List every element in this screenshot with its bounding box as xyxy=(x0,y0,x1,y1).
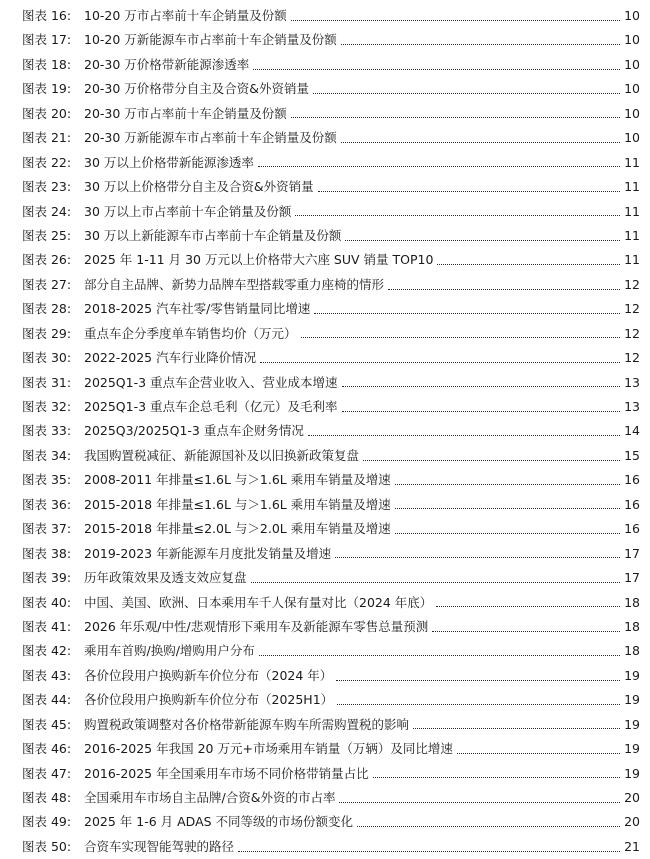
dot-leader xyxy=(395,533,620,534)
toc-entry[interactable] xyxy=(22,248,640,272)
figure-title: 2016-2025 年全国乘用车市场不同价格带销量占比 xyxy=(84,765,369,781)
page-number: 11 xyxy=(624,227,640,243)
toc-entry[interactable] xyxy=(22,151,640,175)
toc-entry[interactable] xyxy=(22,810,640,834)
toc-entry[interactable] xyxy=(22,371,640,395)
page-number: 11 xyxy=(624,252,640,268)
figure-label: 图表 33: xyxy=(22,423,72,439)
toc-entry[interactable] xyxy=(22,224,640,248)
figure-label: 图表 17: xyxy=(22,32,72,48)
page-number: 19 xyxy=(624,692,640,708)
dot-leader xyxy=(395,508,620,509)
toc-entry[interactable] xyxy=(22,395,640,419)
figure-title: 2025Q1-3 重点车企总毛利（亿元）及毛利率 xyxy=(84,399,338,414)
toc-entry[interactable] xyxy=(22,542,640,566)
dot-leader xyxy=(337,704,620,705)
page-number: 14 xyxy=(624,423,640,439)
page-number: 19 xyxy=(624,741,640,757)
toc-entry[interactable] xyxy=(22,762,640,786)
toc-entry[interactable] xyxy=(22,28,640,52)
figure-label: 图表 46: xyxy=(22,741,72,757)
toc-entry[interactable] xyxy=(22,615,640,639)
figure-title: 20-30 万新能源车市占率前十车企销量及份额 xyxy=(84,130,337,146)
figure-label: 图表 44: xyxy=(22,692,72,708)
figure-title: 部分自主品牌、新势力品牌车型搭载零重力座椅的情形 xyxy=(84,276,385,292)
toc-entry[interactable] xyxy=(22,664,640,688)
page-number: 19 xyxy=(624,716,640,732)
dot-leader xyxy=(251,582,621,583)
figure-title: 2015-2018 年排量≤2.0L 与＞2.0L 乘用车销量及增速 xyxy=(84,521,391,537)
dot-leader xyxy=(413,728,620,729)
toc-entry[interactable] xyxy=(22,566,640,590)
figure-label: 图表 24: xyxy=(22,203,72,219)
figure-label: 图表 37: xyxy=(22,521,72,537)
dot-leader xyxy=(395,484,620,485)
figure-label: 图表 20: xyxy=(22,105,72,121)
toc-entry[interactable] xyxy=(22,102,640,126)
dot-leader xyxy=(341,142,620,143)
figure-label: 图表 39: xyxy=(22,570,72,586)
page-number: 15 xyxy=(624,447,640,463)
toc-entry[interactable] xyxy=(22,786,640,810)
page-number: 12 xyxy=(624,325,640,341)
dot-leader xyxy=(253,69,620,70)
dot-leader xyxy=(301,337,621,338)
figure-label: 图表 19: xyxy=(22,81,72,97)
figure-label: 图表 47: xyxy=(22,765,72,781)
figure-toc xyxy=(22,4,640,859)
toc-entry[interactable] xyxy=(22,53,640,77)
figure-label: 图表 28: xyxy=(22,301,72,317)
toc-entry[interactable] xyxy=(22,4,640,28)
dot-leader xyxy=(437,264,620,265)
figure-title: 2016-2025 年我国 20 万元+市场乘用车销量（万辆）及同比增速 xyxy=(84,741,453,757)
page-number: 11 xyxy=(624,179,640,195)
figure-label: 图表 27: xyxy=(22,276,72,292)
figure-label: 图表 23: xyxy=(22,179,72,195)
dot-leader xyxy=(295,215,620,216)
figure-label: 图表 21: xyxy=(22,130,72,146)
page-number: 11 xyxy=(624,203,640,219)
figure-title: 20-30 万价格带分自主及合资&外资销量 xyxy=(84,81,310,97)
page-number: 10 xyxy=(624,32,640,48)
toc-entry[interactable] xyxy=(22,273,640,297)
figure-title: 2022-2025 汽车行业降价情况 xyxy=(84,350,257,366)
dot-leader xyxy=(457,753,620,754)
figure-title: 2025 年 1-6 月 ADAS 不同等级的市场份额变化 xyxy=(84,814,354,830)
dot-leader xyxy=(238,851,620,852)
toc-entry[interactable] xyxy=(22,688,640,712)
figure-title: 10-20 万新能源车市占率前十车企销量及份额 xyxy=(84,32,337,48)
figure-title: 全国乘用车市场自主品牌/合资&外资的市占率 xyxy=(84,790,336,805)
toc-entry[interactable] xyxy=(22,737,640,761)
figure-title: 购置税政策调整对各价格带新能源车购车所需购置税的影响 xyxy=(84,716,410,732)
figure-label: 图表 29: xyxy=(22,325,72,341)
figure-title: 30 万以上价格带新能源渗透率 xyxy=(84,154,254,170)
figure-title: 各价位段用户换购新车价位分布（2025H1） xyxy=(84,692,334,708)
page-number: 20 xyxy=(624,790,640,805)
toc-entry[interactable] xyxy=(22,346,640,370)
page-number: 16 xyxy=(624,472,640,488)
toc-entry[interactable] xyxy=(22,713,640,737)
dot-leader xyxy=(363,460,620,461)
page-number: 17 xyxy=(624,570,640,586)
page-number: 19 xyxy=(624,765,640,781)
figure-title: 2019-2023 年新能源车月度批发销量及增速 xyxy=(84,545,332,561)
dot-leader xyxy=(308,435,620,436)
page-number: 12 xyxy=(624,301,640,317)
figure-label: 图表 45: xyxy=(22,716,72,732)
dot-leader xyxy=(373,777,620,778)
toc-entry[interactable] xyxy=(22,517,640,541)
figure-label: 图表 32: xyxy=(22,399,72,414)
dot-leader xyxy=(336,680,620,681)
page-number: 10 xyxy=(624,8,640,23)
page-number: 12 xyxy=(624,276,640,292)
toc-entry[interactable] xyxy=(22,175,640,199)
figure-label: 图表 40: xyxy=(22,594,72,610)
dot-leader xyxy=(436,606,620,607)
page-number: 11 xyxy=(624,154,640,170)
page-number: 18 xyxy=(624,594,640,610)
dot-leader xyxy=(342,411,621,412)
figure-label: 图表 42: xyxy=(22,643,72,659)
toc-entry[interactable] xyxy=(22,77,640,101)
toc-entry[interactable] xyxy=(22,639,640,663)
dot-leader xyxy=(357,826,620,827)
dot-leader xyxy=(291,117,620,118)
page-number: 10 xyxy=(624,81,640,97)
figure-label: 图表 43: xyxy=(22,667,72,683)
dot-leader xyxy=(341,44,620,45)
figure-label: 图表 36: xyxy=(22,496,72,512)
page-number: 12 xyxy=(624,350,640,366)
toc-entry[interactable] xyxy=(22,200,640,224)
page-number: 19 xyxy=(624,667,640,683)
dot-leader xyxy=(314,313,620,314)
dot-leader xyxy=(258,166,620,167)
toc-entry[interactable] xyxy=(22,591,640,615)
page-number: 20 xyxy=(624,814,640,830)
figure-label: 图表 49: xyxy=(22,814,72,830)
figure-title: 20-30 万价格带新能源渗透率 xyxy=(84,56,250,72)
figure-title: 10-20 万市占率前十车企销量及份额 xyxy=(84,8,287,23)
toc-entry[interactable] xyxy=(22,322,640,346)
figure-title: 30 万以上新能源车市占率前十车企销量及份额 xyxy=(84,227,342,243)
page-number: 18 xyxy=(624,643,640,659)
dot-leader xyxy=(313,93,620,94)
figure-label: 图表 26: xyxy=(22,252,72,268)
toc-entry[interactable] xyxy=(22,297,640,321)
figure-title: 2025Q1-3 重点车企营业收入、营业成本增速 xyxy=(84,374,338,390)
figure-title: 30 万以上价格带分自主及合资&外资销量 xyxy=(84,179,314,195)
figure-label: 图表 31: xyxy=(22,374,72,390)
figure-title: 20-30 万市占率前十车企销量及份额 xyxy=(84,105,287,121)
page-number: 13 xyxy=(624,374,640,390)
dot-leader xyxy=(345,240,620,241)
figure-title: 历年政策效果及透支效应复盘 xyxy=(84,570,247,586)
page-number: 16 xyxy=(624,496,640,512)
dot-leader xyxy=(259,655,620,656)
figure-label: 图表 18: xyxy=(22,56,72,72)
toc-entry[interactable] xyxy=(22,444,640,468)
page-number: 16 xyxy=(624,521,640,537)
page-number: 10 xyxy=(624,56,640,72)
figure-label: 图表 38: xyxy=(22,545,72,561)
figure-label: 图表 50: xyxy=(22,838,72,854)
dot-leader xyxy=(291,20,620,21)
figure-title: 30 万以上市占率前十车企销量及份额 xyxy=(84,203,292,219)
page-number: 18 xyxy=(624,618,640,634)
figure-label: 图表 48: xyxy=(22,790,72,805)
figure-label: 图表 34: xyxy=(22,447,72,463)
page-number: 10 xyxy=(624,130,640,146)
page-number: 17 xyxy=(624,545,640,561)
figure-label: 图表 30: xyxy=(22,350,72,366)
toc-entry[interactable] xyxy=(22,835,640,859)
figure-title: 重点车企分季度单车销售均价（万元） xyxy=(84,325,297,341)
figure-title: 中国、美国、欧洲、日本乘用车千人保有量对比（2024 年底） xyxy=(84,594,433,610)
figure-title: 2026 年乐观/中性/悲观情形下乘用车及新能源车零售总量预测 xyxy=(84,618,429,634)
figure-title: 各价位段用户换购新车价位分布（2024 年） xyxy=(84,667,333,683)
page-number: 21 xyxy=(624,838,640,854)
figure-label: 图表 16: xyxy=(22,8,72,23)
toc-entry[interactable] xyxy=(22,468,640,492)
dot-leader xyxy=(335,557,620,558)
figure-title: 2018-2025 汽车社零/零售销量同比增速 xyxy=(84,301,311,317)
figure-title: 合资车实现智能驾驶的路径 xyxy=(84,838,235,854)
dot-leader xyxy=(432,631,620,632)
dot-leader xyxy=(388,289,620,290)
figure-label: 图表 25: xyxy=(22,227,72,243)
toc-entry[interactable] xyxy=(22,126,640,150)
page-number: 13 xyxy=(624,399,640,414)
figure-title: 2015-2018 年排量≤1.6L 与＞1.6L 乘用车销量及增速 xyxy=(84,496,391,512)
figure-title: 我国购置税减征、新能源国补及以旧换新政策复盘 xyxy=(84,447,360,463)
dot-leader xyxy=(318,191,620,192)
dot-leader xyxy=(339,802,620,803)
figure-title: 乘用车首购/换购/增购用户分布 xyxy=(84,643,255,659)
dot-leader xyxy=(260,362,620,363)
figure-title: 2008-2011 年排量≤1.6L 与＞1.6L 乘用车销量及增速 xyxy=(84,472,391,488)
figure-label: 图表 41: xyxy=(22,618,72,634)
dot-leader xyxy=(342,386,621,387)
figure-label: 图表 35: xyxy=(22,472,72,488)
figure-title: 2025 年 1-11 月 30 万元以上价格带大六座 SUV 销量 TOP10 xyxy=(84,252,434,268)
figure-title: 2025Q3/2025Q1-3 重点车企财务情况 xyxy=(84,423,304,439)
page-number: 10 xyxy=(624,105,640,121)
toc-entry[interactable] xyxy=(22,493,640,517)
toc-entry[interactable] xyxy=(22,419,640,443)
figure-label: 图表 22: xyxy=(22,154,72,170)
